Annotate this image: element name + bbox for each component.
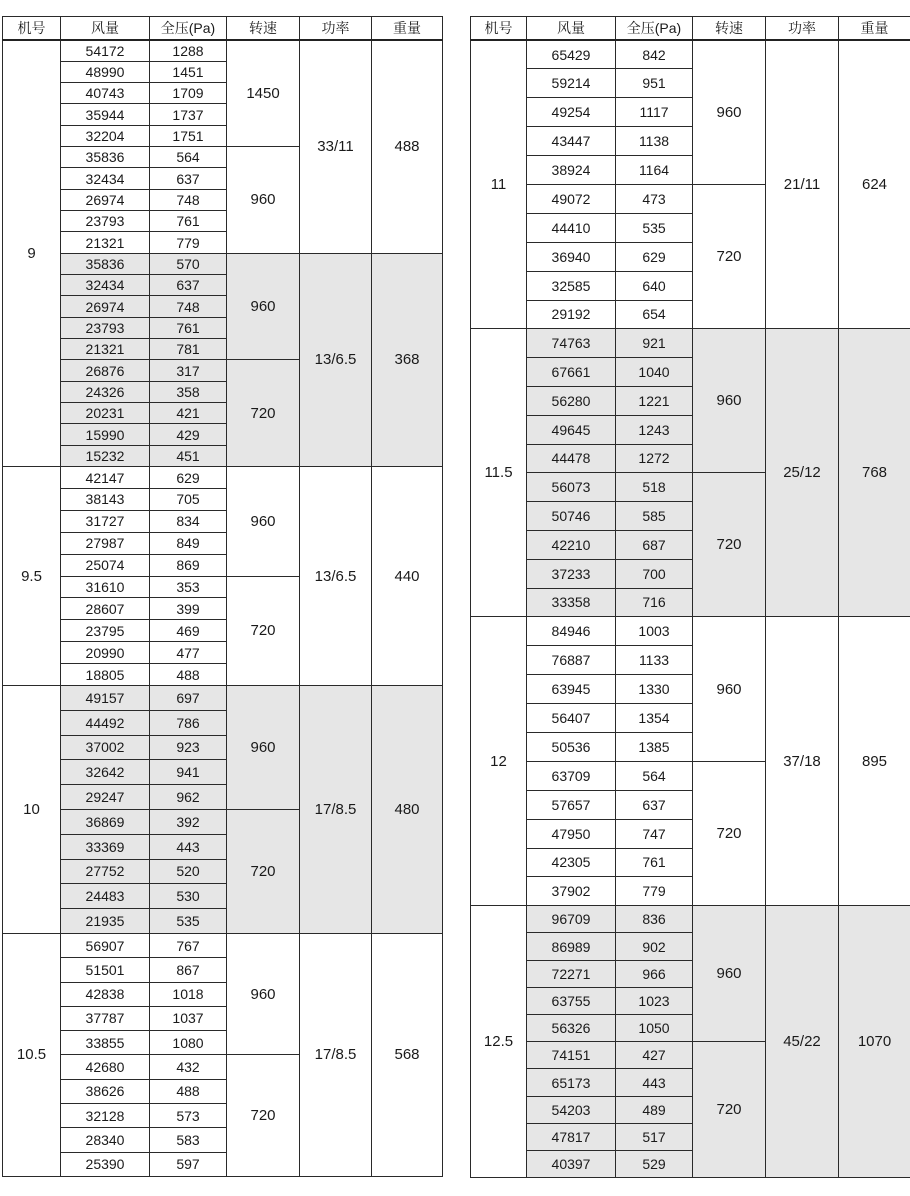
speed-value: 720 (693, 1042, 766, 1178)
airflow-value: 23793 (61, 211, 150, 232)
pressure-value: 761 (616, 848, 693, 877)
pressure-value: 1354 (616, 704, 693, 733)
header-row (471, 17, 910, 41)
pressure-value: 520 (150, 859, 227, 884)
airflow-value: 56326 (527, 1015, 616, 1042)
fan-spec-table-left (2, 16, 443, 1177)
pressure-value: 869 (150, 554, 227, 576)
airflow-value: 74151 (527, 1042, 616, 1069)
pressure-value: 1040 (616, 358, 693, 387)
power-value: 21/11 (766, 40, 839, 329)
airflow-value: 56907 (61, 933, 150, 957)
pressure-value: 761 (150, 211, 227, 232)
pressure-value: 779 (616, 877, 693, 906)
airflow-value: 42210 (527, 530, 616, 559)
airflow-value: 44410 (527, 213, 616, 242)
airflow-value: 56073 (527, 473, 616, 502)
pressure-value: 583 (150, 1128, 227, 1152)
pressure-value: 842 (616, 40, 693, 69)
speed-value: 960 (693, 329, 766, 473)
table-body-left (3, 40, 443, 1176)
pressure-value: 517 (616, 1123, 693, 1150)
pressure-value: 573 (150, 1104, 227, 1128)
airflow-value: 48990 (61, 61, 150, 82)
weight-value: 768 (839, 329, 910, 617)
airflow-value: 32434 (61, 168, 150, 189)
pressure-value: 1330 (616, 675, 693, 704)
airflow-value: 23795 (61, 620, 150, 642)
pressure-value: 585 (616, 502, 693, 531)
table-row (3, 685, 443, 710)
airflow-value: 27987 (61, 532, 150, 554)
header-airflow: 风量 (61, 17, 150, 41)
airflow-value: 49072 (527, 184, 616, 213)
airflow-value: 40743 (61, 83, 150, 104)
airflow-value: 65429 (527, 40, 616, 69)
airflow-value: 38626 (61, 1079, 150, 1103)
pressure-value: 640 (616, 271, 693, 300)
airflow-value: 50536 (527, 732, 616, 761)
model-number: 11.5 (471, 329, 527, 617)
pressure-value: 705 (150, 488, 227, 510)
pressure-value: 1080 (150, 1031, 227, 1055)
airflow-value: 31727 (61, 510, 150, 532)
pressure-value: 518 (616, 473, 693, 502)
airflow-value: 31610 (61, 576, 150, 598)
airflow-value: 42838 (61, 982, 150, 1006)
pressure-value: 451 (150, 445, 227, 466)
pressure-value: 358 (150, 381, 227, 402)
pressure-value: 834 (150, 510, 227, 532)
power-value: 45/22 (766, 906, 839, 1178)
pressure-value: 443 (150, 834, 227, 859)
airflow-value: 47817 (527, 1123, 616, 1150)
speed-value: 960 (693, 40, 766, 184)
pressure-value: 564 (616, 761, 693, 790)
model-number: 10.5 (3, 933, 61, 1176)
airflow-value: 15232 (61, 445, 150, 466)
pressure-value: 1385 (616, 732, 693, 761)
airflow-value: 15990 (61, 424, 150, 445)
pressure-value: 716 (616, 588, 693, 617)
airflow-value: 65173 (527, 1069, 616, 1096)
table-row (471, 40, 910, 69)
pressure-value: 443 (616, 1069, 693, 1096)
pressure-value: 921 (616, 329, 693, 358)
pressure-value: 836 (616, 906, 693, 933)
pressure-value: 489 (616, 1096, 693, 1123)
pressure-value: 1117 (616, 98, 693, 127)
header-power: 功率 (300, 17, 372, 41)
pressure-value: 1003 (616, 617, 693, 646)
speed-value: 720 (227, 1055, 300, 1176)
power-value: 13/6.5 (300, 467, 372, 686)
airflow-value: 35836 (61, 253, 150, 274)
airflow-value: 20990 (61, 642, 150, 664)
pressure-value: 399 (150, 598, 227, 620)
model-number: 9.5 (3, 467, 61, 686)
airflow-value: 42680 (61, 1055, 150, 1079)
airflow-value: 23793 (61, 317, 150, 338)
airflow-value: 24483 (61, 884, 150, 909)
pressure-value: 637 (616, 790, 693, 819)
speed-value: 720 (227, 360, 300, 467)
pressure-value: 767 (150, 933, 227, 957)
airflow-value: 29192 (527, 300, 616, 329)
pressure-value: 535 (616, 213, 693, 242)
pressure-value: 748 (150, 189, 227, 210)
airflow-value: 43447 (527, 127, 616, 156)
airflow-value: 36940 (527, 242, 616, 271)
airflow-value: 38143 (61, 488, 150, 510)
pressure-value: 1037 (150, 1006, 227, 1030)
airflow-value: 28607 (61, 598, 150, 620)
airflow-value: 63945 (527, 675, 616, 704)
airflow-value: 33855 (61, 1031, 150, 1055)
airflow-value: 35944 (61, 104, 150, 125)
pressure-value: 966 (616, 960, 693, 987)
airflow-value: 67661 (527, 358, 616, 387)
airflow-value: 29247 (61, 785, 150, 810)
table-row (3, 40, 443, 61)
pressure-value: 1023 (616, 987, 693, 1014)
airflow-value: 42147 (61, 467, 150, 489)
speed-value: 720 (227, 576, 300, 685)
pressure-value: 421 (150, 403, 227, 424)
table-body-right (471, 40, 910, 1178)
power-value: 25/12 (766, 329, 839, 617)
pressure-value: 941 (150, 760, 227, 785)
power-value: 33/11 (300, 40, 372, 253)
pressure-value: 488 (150, 1079, 227, 1103)
pressure-value: 637 (150, 168, 227, 189)
pressure-value: 761 (150, 317, 227, 338)
pressure-value: 748 (150, 296, 227, 317)
pressure-value: 1272 (616, 444, 693, 473)
airflow-value: 57657 (527, 790, 616, 819)
pressure-value: 1243 (616, 415, 693, 444)
pressure-value: 488 (150, 664, 227, 686)
airflow-value: 36869 (61, 809, 150, 834)
speed-value: 960 (227, 933, 300, 1054)
airflow-value: 20231 (61, 403, 150, 424)
header-pressure: 全压(Pa) (616, 17, 693, 41)
pressure-value: 867 (150, 958, 227, 982)
airflow-value: 25074 (61, 554, 150, 576)
speed-value: 1450 (227, 40, 300, 147)
airflow-value: 32585 (527, 271, 616, 300)
weight-value: 624 (839, 40, 910, 329)
pressure-value: 786 (150, 710, 227, 735)
airflow-value: 26974 (61, 296, 150, 317)
pressure-value: 1751 (150, 125, 227, 146)
airflow-value: 25390 (61, 1152, 150, 1176)
airflow-value: 35836 (61, 147, 150, 168)
pressure-value: 637 (150, 275, 227, 296)
pressure-value: 317 (150, 360, 227, 381)
airflow-value: 18805 (61, 664, 150, 686)
airflow-value: 27752 (61, 859, 150, 884)
speed-value: 960 (227, 253, 300, 360)
airflow-value: 72271 (527, 960, 616, 987)
airflow-value: 32204 (61, 125, 150, 146)
airflow-value: 49645 (527, 415, 616, 444)
model-number: 9 (3, 40, 61, 467)
power-value: 13/6.5 (300, 253, 372, 466)
table-row (3, 253, 443, 274)
airflow-value: 26876 (61, 360, 150, 381)
airflow-value: 33369 (61, 834, 150, 859)
speed-value: 960 (227, 147, 300, 254)
airflow-value: 42305 (527, 848, 616, 877)
pressure-value: 1164 (616, 156, 693, 185)
airflow-value: 76887 (527, 646, 616, 675)
pressure-value: 1709 (150, 83, 227, 104)
pressure-value: 697 (150, 685, 227, 710)
header-model: 机号 (3, 17, 61, 41)
power-value: 17/8.5 (300, 685, 372, 933)
pressure-value: 629 (616, 242, 693, 271)
airflow-value: 21321 (61, 339, 150, 360)
speed-value: 720 (227, 809, 300, 933)
pressure-value: 1221 (616, 387, 693, 416)
fan-spec-table-right (470, 16, 910, 1178)
weight-value: 440 (372, 467, 443, 686)
header-weight: 重量 (372, 17, 443, 41)
pressure-value: 535 (150, 909, 227, 934)
model-number: 10 (3, 685, 61, 933)
airflow-value: 38924 (527, 156, 616, 185)
pressure-value: 629 (150, 467, 227, 489)
airflow-value: 28340 (61, 1128, 150, 1152)
speed-value: 720 (693, 473, 766, 617)
header-speed: 转速 (227, 17, 300, 41)
airflow-value: 37002 (61, 735, 150, 760)
airflow-value: 59214 (527, 69, 616, 98)
pressure-value: 564 (150, 147, 227, 168)
table-row (3, 467, 443, 489)
airflow-value: 54172 (61, 40, 150, 61)
pressure-value: 432 (150, 1055, 227, 1079)
airflow-value: 21321 (61, 232, 150, 253)
airflow-value: 44492 (61, 710, 150, 735)
header-airflow: 风量 (527, 17, 616, 41)
pressure-value: 570 (150, 253, 227, 274)
airflow-value: 33358 (527, 588, 616, 617)
pressure-value: 1133 (616, 646, 693, 675)
airflow-value: 32642 (61, 760, 150, 785)
pressure-value: 1018 (150, 982, 227, 1006)
weight-value: 368 (372, 253, 443, 466)
airflow-value: 37902 (527, 877, 616, 906)
pressure-value: 687 (616, 530, 693, 559)
weight-value: 1070 (839, 906, 910, 1178)
airflow-value: 51501 (61, 958, 150, 982)
airflow-value: 37787 (61, 1006, 150, 1030)
pressure-value: 469 (150, 620, 227, 642)
pressure-value: 473 (616, 184, 693, 213)
speed-value: 960 (693, 906, 766, 1042)
pressure-value: 1050 (616, 1015, 693, 1042)
pressure-value: 700 (616, 559, 693, 588)
table-row (471, 329, 910, 358)
pressure-value: 392 (150, 809, 227, 834)
airflow-value: 40397 (527, 1150, 616, 1177)
pressure-value: 1138 (616, 127, 693, 156)
airflow-value: 21935 (61, 909, 150, 934)
header-model: 机号 (471, 17, 527, 41)
pressure-value: 529 (616, 1150, 693, 1177)
header-pressure: 全压(Pa) (150, 17, 227, 41)
speed-value: 720 (693, 184, 766, 328)
airflow-value: 32128 (61, 1104, 150, 1128)
pressure-value: 1288 (150, 40, 227, 61)
table-row (3, 933, 443, 957)
airflow-value: 32434 (61, 275, 150, 296)
pressure-value: 597 (150, 1152, 227, 1176)
header-weight: 重量 (839, 17, 910, 41)
airflow-value: 84946 (527, 617, 616, 646)
airflow-value: 24326 (61, 381, 150, 402)
model-number: 12 (471, 617, 527, 906)
pressure-value: 530 (150, 884, 227, 909)
airflow-value: 86989 (527, 933, 616, 960)
weight-value: 568 (372, 933, 443, 1176)
header-speed: 转速 (693, 17, 766, 41)
pressure-value: 427 (616, 1042, 693, 1069)
table-row (471, 906, 910, 933)
speed-value: 960 (693, 617, 766, 761)
pressure-value: 747 (616, 819, 693, 848)
airflow-value: 37233 (527, 559, 616, 588)
pressure-value: 779 (150, 232, 227, 253)
model-number: 11 (471, 40, 527, 329)
pressure-value: 902 (616, 933, 693, 960)
airflow-value: 56280 (527, 387, 616, 416)
pressure-value: 923 (150, 735, 227, 760)
pressure-value: 781 (150, 339, 227, 360)
pressure-value: 1451 (150, 61, 227, 82)
header-row (3, 17, 443, 41)
weight-value: 480 (372, 685, 443, 933)
airflow-value: 74763 (527, 329, 616, 358)
model-number: 12.5 (471, 906, 527, 1178)
pressure-value: 962 (150, 785, 227, 810)
power-value: 37/18 (766, 617, 839, 906)
speed-value: 960 (227, 467, 300, 576)
power-value: 17/8.5 (300, 933, 372, 1176)
airflow-value: 56407 (527, 704, 616, 733)
airflow-value: 63755 (527, 987, 616, 1014)
airflow-value: 54203 (527, 1096, 616, 1123)
pressure-value: 1737 (150, 104, 227, 125)
airflow-value: 63709 (527, 761, 616, 790)
airflow-value: 50746 (527, 502, 616, 531)
pressure-value: 353 (150, 576, 227, 598)
airflow-value: 96709 (527, 906, 616, 933)
pressure-value: 429 (150, 424, 227, 445)
weight-value: 488 (372, 40, 443, 253)
airflow-value: 26974 (61, 189, 150, 210)
airflow-value: 49254 (527, 98, 616, 127)
speed-value: 960 (227, 685, 300, 809)
speed-value: 720 (693, 761, 766, 905)
airflow-value: 49157 (61, 685, 150, 710)
pressure-value: 951 (616, 69, 693, 98)
airflow-value: 47950 (527, 819, 616, 848)
airflow-value: 44478 (527, 444, 616, 473)
header-power: 功率 (766, 17, 839, 41)
table-row (471, 617, 910, 646)
pressure-value: 849 (150, 532, 227, 554)
pressure-value: 477 (150, 642, 227, 664)
weight-value: 895 (839, 617, 910, 906)
pressure-value: 654 (616, 300, 693, 329)
